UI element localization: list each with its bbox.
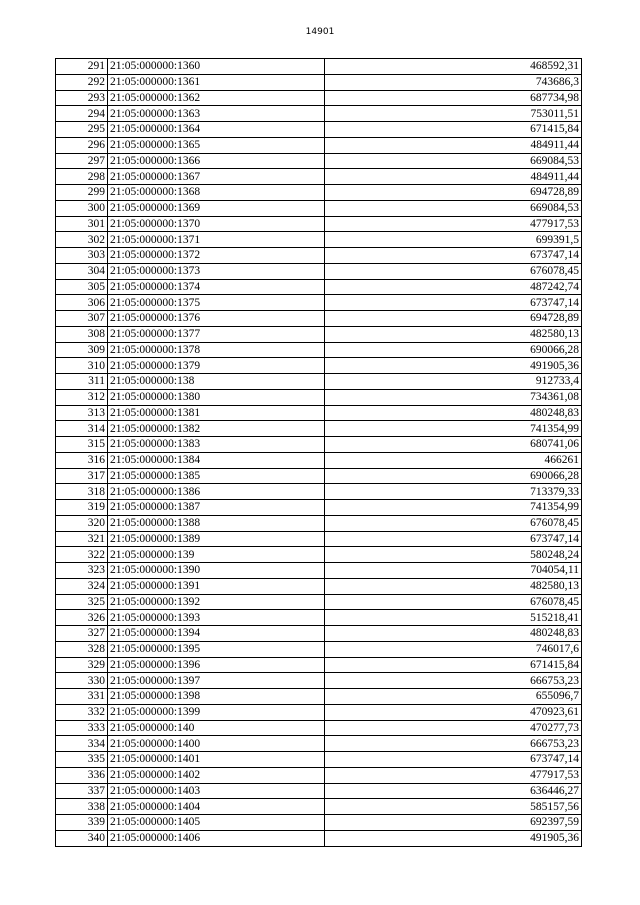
value-cell: 741354,99 <box>325 421 582 437</box>
row-number-cell: 300 <box>56 200 108 216</box>
row-number-cell: 336 <box>56 767 108 783</box>
cadastral-number-cell: 21:05:000000:1400 <box>108 736 325 752</box>
table-row <box>56 689 582 705</box>
row-number-cell: 323 <box>56 563 108 579</box>
cadastral-value-table <box>55 58 582 847</box>
table-row <box>56 311 582 327</box>
table-row <box>56 216 582 232</box>
row-number-cell: 294 <box>56 106 108 122</box>
value-cell: 741354,99 <box>325 500 582 516</box>
value-cell: 673747,14 <box>325 752 582 768</box>
value-cell: 484911,44 <box>325 137 582 153</box>
cadastral-number-cell: 21:05:000000:1406 <box>108 830 325 846</box>
row-number-cell: 333 <box>56 720 108 736</box>
row-number-cell: 320 <box>56 515 108 531</box>
row-number-cell: 330 <box>56 673 108 689</box>
cadastral-number-cell: 21:05:000000:138 <box>108 374 325 390</box>
cadastral-number-cell: 21:05:000000:1392 <box>108 594 325 610</box>
table-row <box>56 185 582 201</box>
table-row <box>56 547 582 563</box>
table-row <box>56 326 582 342</box>
value-cell: 666753,23 <box>325 736 582 752</box>
cadastral-number-cell: 21:05:000000:1379 <box>108 358 325 374</box>
table-row <box>56 626 582 642</box>
table-row <box>56 515 582 531</box>
row-number-cell: 334 <box>56 736 108 752</box>
value-cell: 666753,23 <box>325 673 582 689</box>
value-cell: 477917,53 <box>325 767 582 783</box>
row-number-cell: 299 <box>56 185 108 201</box>
cadastral-number-cell: 21:05:000000:1382 <box>108 421 325 437</box>
row-number-cell: 337 <box>56 783 108 799</box>
row-number-cell: 292 <box>56 74 108 90</box>
cadastral-number-cell: 21:05:000000:1374 <box>108 279 325 295</box>
cadastral-number-cell: 21:05:000000:139 <box>108 547 325 563</box>
row-number-cell: 326 <box>56 610 108 626</box>
cadastral-number-cell: 21:05:000000:1361 <box>108 74 325 90</box>
table-row <box>56 200 582 216</box>
value-cell: 734361,08 <box>325 389 582 405</box>
cadastral-number-cell: 21:05:000000:1363 <box>108 106 325 122</box>
row-number-cell: 329 <box>56 657 108 673</box>
value-cell: 680741,06 <box>325 437 582 453</box>
cadastral-number-cell: 21:05:000000:1367 <box>108 169 325 185</box>
table-row <box>56 137 582 153</box>
value-cell: 687734,98 <box>325 90 582 106</box>
value-cell: 753011,51 <box>325 106 582 122</box>
row-number-cell: 297 <box>56 153 108 169</box>
cadastral-number-cell: 21:05:000000:1381 <box>108 405 325 421</box>
row-number-cell: 305 <box>56 279 108 295</box>
cadastral-number-cell: 21:05:000000:1389 <box>108 531 325 547</box>
value-cell: 699391,5 <box>325 232 582 248</box>
value-cell: 676078,45 <box>325 515 582 531</box>
table-row <box>56 578 582 594</box>
table-row <box>56 232 582 248</box>
table-row <box>56 657 582 673</box>
table-body <box>56 59 582 847</box>
value-cell: 673747,14 <box>325 295 582 311</box>
cadastral-number-cell: 21:05:000000:1377 <box>108 326 325 342</box>
value-cell: 491905,36 <box>325 830 582 846</box>
cadastral-number-cell: 21:05:000000:1375 <box>108 295 325 311</box>
table-row <box>56 106 582 122</box>
row-number-cell: 307 <box>56 311 108 327</box>
value-cell: 636446,27 <box>325 783 582 799</box>
row-number-cell: 296 <box>56 137 108 153</box>
table-row <box>56 610 582 626</box>
table-row <box>56 830 582 846</box>
cadastral-number-cell: 21:05:000000:1386 <box>108 484 325 500</box>
table-row <box>56 59 582 75</box>
cadastral-number-cell: 21:05:000000:1393 <box>108 610 325 626</box>
cadastral-number-cell: 21:05:000000:1385 <box>108 468 325 484</box>
value-cell: 484911,44 <box>325 169 582 185</box>
table-row <box>56 704 582 720</box>
cadastral-number-cell: 21:05:000000:1387 <box>108 500 325 516</box>
table-row <box>56 421 582 437</box>
row-number-cell: 331 <box>56 689 108 705</box>
value-cell: 470277,73 <box>325 720 582 736</box>
cadastral-number-cell: 21:05:000000:1360 <box>108 59 325 75</box>
value-cell: 673747,14 <box>325 248 582 264</box>
row-number-cell: 317 <box>56 468 108 484</box>
row-number-cell: 315 <box>56 437 108 453</box>
table-row <box>56 673 582 689</box>
value-cell: 482580,13 <box>325 578 582 594</box>
table-row <box>56 295 582 311</box>
table-row <box>56 736 582 752</box>
cadastral-number-cell: 21:05:000000:1383 <box>108 437 325 453</box>
cadastral-number-cell: 21:05:000000:1395 <box>108 641 325 657</box>
row-number-cell: 311 <box>56 374 108 390</box>
cadastral-number-cell: 21:05:000000:1378 <box>108 342 325 358</box>
row-number-cell: 301 <box>56 216 108 232</box>
row-number-cell: 306 <box>56 295 108 311</box>
cadastral-number-cell: 21:05:000000:1388 <box>108 515 325 531</box>
cadastral-number-cell: 21:05:000000:1394 <box>108 626 325 642</box>
value-cell: 655096,7 <box>325 689 582 705</box>
value-cell: 713379,33 <box>325 484 582 500</box>
row-number-cell: 321 <box>56 531 108 547</box>
value-cell: 480248,83 <box>325 405 582 421</box>
cadastral-number-cell: 21:05:000000:1372 <box>108 248 325 264</box>
row-number-cell: 298 <box>56 169 108 185</box>
value-cell: 487242,74 <box>325 279 582 295</box>
row-number-cell: 332 <box>56 704 108 720</box>
cadastral-number-cell: 21:05:000000:1390 <box>108 563 325 579</box>
row-number-cell: 313 <box>56 405 108 421</box>
value-cell: 477917,53 <box>325 216 582 232</box>
value-cell: 669084,53 <box>325 153 582 169</box>
table-row <box>56 484 582 500</box>
cadastral-number-cell: 21:05:000000:1399 <box>108 704 325 720</box>
table-row <box>56 815 582 831</box>
row-number-cell: 335 <box>56 752 108 768</box>
table-row <box>56 169 582 185</box>
table-row <box>56 720 582 736</box>
row-number-cell: 319 <box>56 500 108 516</box>
cadastral-number-cell: 21:05:000000:140 <box>108 720 325 736</box>
table-row <box>56 531 582 547</box>
table-row <box>56 752 582 768</box>
cadastral-number-cell: 21:05:000000:1376 <box>108 311 325 327</box>
value-cell: 669084,53 <box>325 200 582 216</box>
value-cell: 912733,4 <box>325 374 582 390</box>
row-number-cell: 325 <box>56 594 108 610</box>
value-cell: 690066,28 <box>325 468 582 484</box>
table-row <box>56 74 582 90</box>
cadastral-number-cell: 21:05:000000:1373 <box>108 263 325 279</box>
cadastral-number-cell: 21:05:000000:1391 <box>108 578 325 594</box>
value-cell: 743686,3 <box>325 74 582 90</box>
row-number-cell: 310 <box>56 358 108 374</box>
value-cell: 480248,83 <box>325 626 582 642</box>
row-number-cell: 302 <box>56 232 108 248</box>
row-number-cell: 327 <box>56 626 108 642</box>
row-number-cell: 308 <box>56 326 108 342</box>
table-row <box>56 799 582 815</box>
table-row <box>56 122 582 138</box>
row-number-cell: 304 <box>56 263 108 279</box>
table-row <box>56 342 582 358</box>
table-row <box>56 500 582 516</box>
row-number-cell: 316 <box>56 452 108 468</box>
value-cell: 692397,59 <box>325 815 582 831</box>
row-number-cell: 340 <box>56 830 108 846</box>
cadastral-number-cell: 21:05:000000:1365 <box>108 137 325 153</box>
row-number-cell: 309 <box>56 342 108 358</box>
value-cell: 704054,11 <box>325 563 582 579</box>
value-cell: 466261 <box>325 452 582 468</box>
value-cell: 585157,56 <box>325 799 582 815</box>
cadastral-number-cell: 21:05:000000:1368 <box>108 185 325 201</box>
table-row <box>56 437 582 453</box>
row-number-cell: 318 <box>56 484 108 500</box>
table-row <box>56 452 582 468</box>
cadastral-number-cell: 21:05:000000:1362 <box>108 90 325 106</box>
cadastral-number-cell: 21:05:000000:1396 <box>108 657 325 673</box>
table-row <box>56 279 582 295</box>
table-row <box>56 783 582 799</box>
value-cell: 470923,61 <box>325 704 582 720</box>
cadastral-number-cell: 21:05:000000:1364 <box>108 122 325 138</box>
value-cell: 673747,14 <box>325 531 582 547</box>
value-cell: 491905,36 <box>325 358 582 374</box>
cadastral-number-cell: 21:05:000000:1405 <box>108 815 325 831</box>
value-cell: 671415,84 <box>325 122 582 138</box>
row-number-cell: 339 <box>56 815 108 831</box>
page-number: 14901 <box>305 27 335 37</box>
value-cell: 468592,31 <box>325 59 582 75</box>
cadastral-number-cell: 21:05:000000:1401 <box>108 752 325 768</box>
row-number-cell: 291 <box>56 59 108 75</box>
table-row <box>56 248 582 264</box>
table-row <box>56 468 582 484</box>
table-row <box>56 641 582 657</box>
row-number-cell: 312 <box>56 389 108 405</box>
table-row <box>56 153 582 169</box>
cadastral-number-cell: 21:05:000000:1369 <box>108 200 325 216</box>
table-row <box>56 358 582 374</box>
row-number-cell: 293 <box>56 90 108 106</box>
cadastral-number-cell: 21:05:000000:1398 <box>108 689 325 705</box>
table-row <box>56 594 582 610</box>
value-cell: 515218,41 <box>325 610 582 626</box>
table-row <box>56 405 582 421</box>
row-number-cell: 338 <box>56 799 108 815</box>
cadastral-number-cell: 21:05:000000:1366 <box>108 153 325 169</box>
cadastral-number-cell: 21:05:000000:1380 <box>108 389 325 405</box>
table-row <box>56 563 582 579</box>
row-number-cell: 303 <box>56 248 108 264</box>
row-number-cell: 295 <box>56 122 108 138</box>
row-number-cell: 328 <box>56 641 108 657</box>
table-row <box>56 90 582 106</box>
cadastral-number-cell: 21:05:000000:1404 <box>108 799 325 815</box>
table-row <box>56 767 582 783</box>
value-cell: 671415,84 <box>325 657 582 673</box>
cadastral-number-cell: 21:05:000000:1397 <box>108 673 325 689</box>
cadastral-number-cell: 21:05:000000:1384 <box>108 452 325 468</box>
value-cell: 746017,6 <box>325 641 582 657</box>
cadastral-number-cell: 21:05:000000:1403 <box>108 783 325 799</box>
value-cell: 690066,28 <box>325 342 582 358</box>
cadastral-number-cell: 21:05:000000:1370 <box>108 216 325 232</box>
value-cell: 482580,13 <box>325 326 582 342</box>
cadastral-number-cell: 21:05:000000:1402 <box>108 767 325 783</box>
value-cell: 676078,45 <box>325 594 582 610</box>
table-row <box>56 389 582 405</box>
table-row <box>56 263 582 279</box>
table-row <box>56 374 582 390</box>
cadastral-number-cell: 21:05:000000:1371 <box>108 232 325 248</box>
value-cell: 676078,45 <box>325 263 582 279</box>
row-number-cell: 324 <box>56 578 108 594</box>
row-number-cell: 322 <box>56 547 108 563</box>
value-cell: 694728,89 <box>325 185 582 201</box>
value-cell: 694728,89 <box>325 311 582 327</box>
value-cell: 580248,24 <box>325 547 582 563</box>
row-number-cell: 314 <box>56 421 108 437</box>
